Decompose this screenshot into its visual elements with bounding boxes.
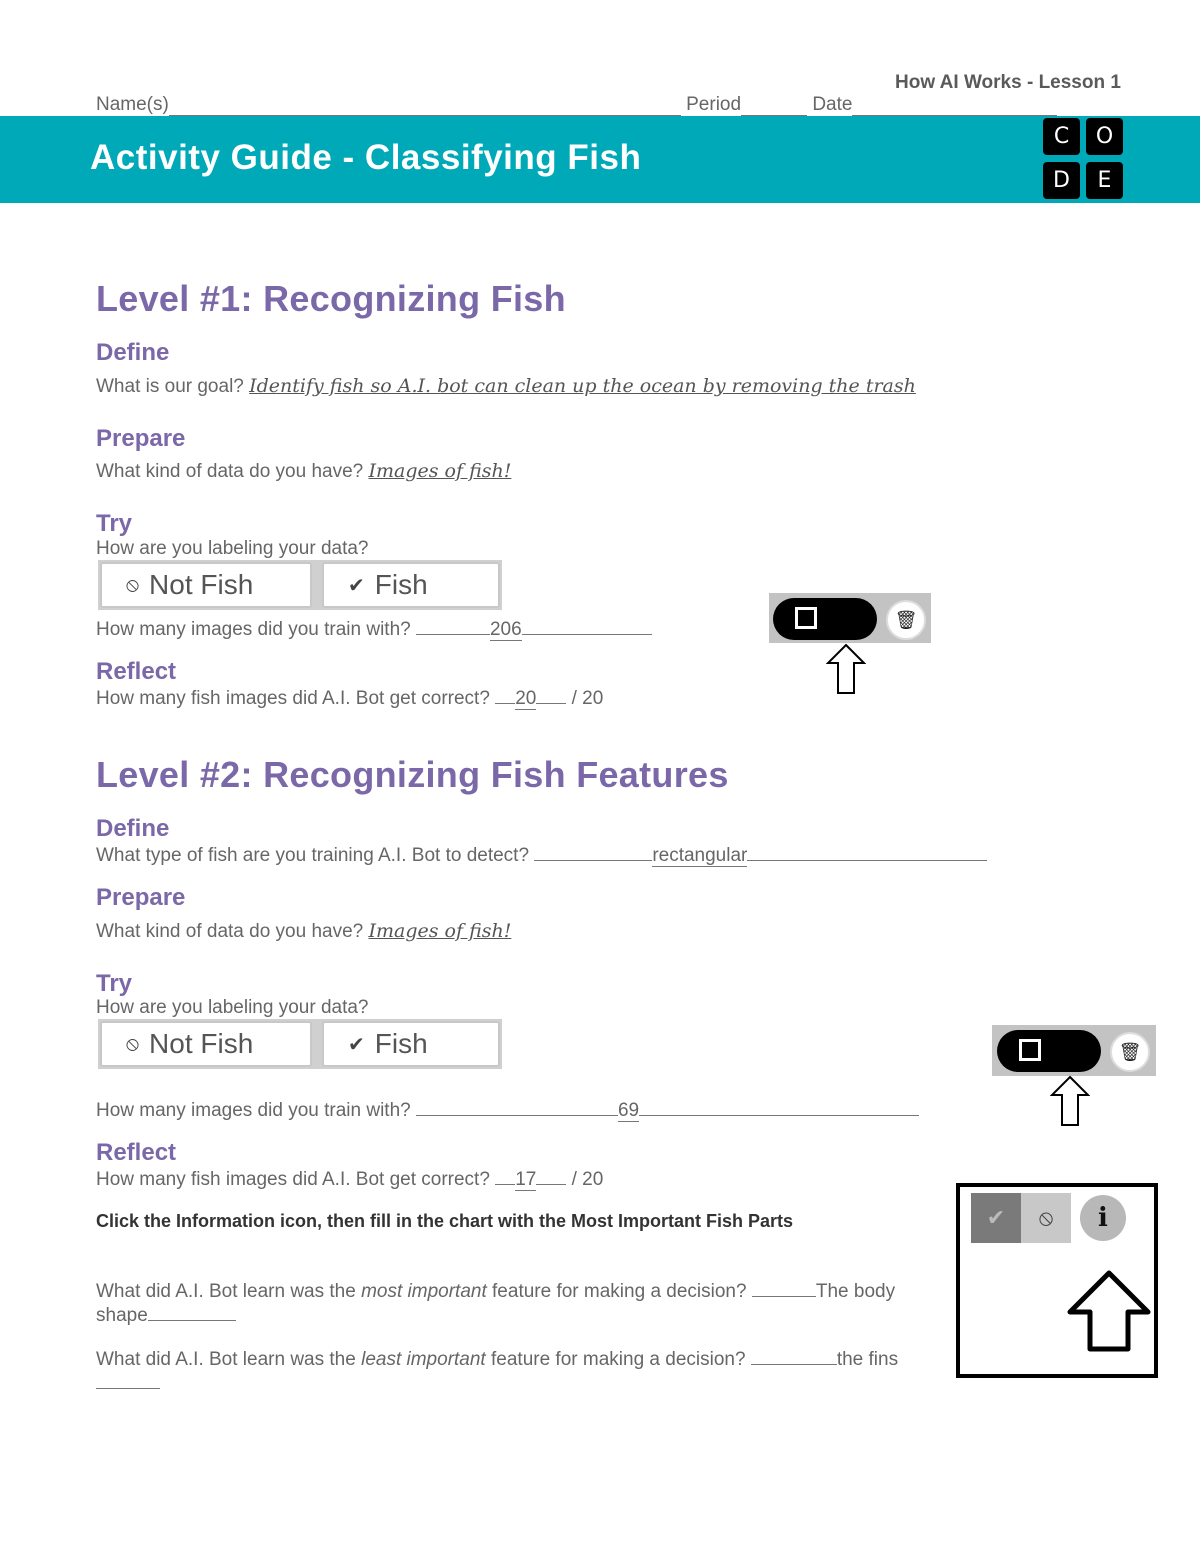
blank-line — [495, 1166, 515, 1185]
level2-type-question — [96, 842, 987, 867]
logo-letter-c: C — [1043, 118, 1080, 155]
level2-train-question — [96, 1097, 919, 1122]
blank-line — [534, 842, 652, 861]
not-fish-label: Not Fish — [149, 1028, 254, 1059]
type-answer[interactable]: rectangular — [652, 845, 748, 866]
date-field[interactable] — [852, 97, 1057, 116]
period-field[interactable] — [741, 97, 807, 116]
logo-letter-o: O — [1086, 118, 1123, 155]
level2-label-question: How are you labeling your data? — [96, 997, 369, 1018]
code-logo — [1043, 118, 1125, 200]
level1-title: Level #1: Recognizing Fish — [96, 278, 566, 319]
least-important-question — [96, 1347, 926, 1395]
level1-data-question — [96, 460, 511, 483]
train-answer[interactable]: 206 — [489, 619, 522, 640]
train-question-text: How many images did you train with? — [96, 619, 411, 640]
data-question-text: What kind of data do you have? — [96, 921, 364, 942]
blank-line — [747, 842, 987, 861]
period-label: Period — [686, 94, 742, 115]
train-question-text: How many images did you train with? — [96, 1100, 411, 1121]
ban-icon: ⦸ — [126, 1032, 140, 1055]
least-q-post: feature for making a decision? — [491, 1349, 746, 1370]
up-arrow-icon — [1050, 1075, 1090, 1127]
correct-total: / 20 — [571, 688, 604, 709]
level1-correct-question — [96, 685, 603, 710]
most-answer-1[interactable]: The body — [815, 1281, 896, 1302]
level2-not-fish-button[interactable] — [100, 1021, 312, 1067]
trash-icon[interactable]: 🗑 — [1110, 1032, 1150, 1072]
up-arrow-icon — [826, 643, 866, 695]
level1-toggle-pill[interactable] — [773, 598, 877, 640]
most-q-em: most important — [361, 1281, 487, 1302]
blank-line — [536, 1166, 566, 1185]
correct-answer[interactable]: 17 — [515, 1169, 537, 1190]
info-instruction: Click the Information icon, then fill in the chart with the Most Important Fish Parts — [96, 1211, 794, 1231]
level1-not-fish-button[interactable] — [100, 562, 312, 608]
level2-fish-button[interactable] — [322, 1021, 500, 1067]
blank-line — [495, 685, 515, 704]
ban-icon: ⦸ — [126, 573, 140, 596]
level2-try-heading: Try — [96, 970, 133, 997]
date-label: Date — [812, 94, 853, 115]
blank-line — [752, 1279, 816, 1297]
most-q-post: feature for making a decision? — [492, 1281, 747, 1302]
check-icon: ✔ — [348, 574, 365, 597]
data-answer[interactable]: Images of fish! — [368, 460, 512, 482]
most-q-pre: What did A.I. Bot learn was the — [96, 1281, 356, 1302]
level2-title: Level #2: Recognizing Fish Features — [96, 754, 729, 795]
trash-icon[interactable]: 🗑 — [886, 600, 926, 640]
correct-question-text: How many fish images did A.I. Bot get correct? — [96, 688, 490, 709]
check-icon: ✔ — [348, 1033, 365, 1056]
level1-train-question — [96, 616, 652, 641]
correct-total: / 20 — [571, 1169, 604, 1190]
blank-line — [536, 685, 566, 704]
level2-correct-question — [96, 1166, 603, 1191]
level1-define-heading: Define — [96, 339, 170, 366]
info-icon[interactable]: i — [1080, 1195, 1126, 1241]
goal-question-text: What is our goal? — [96, 376, 244, 397]
blank-line — [148, 1303, 236, 1321]
level1-label-question: How are you labeling your data? — [96, 538, 369, 559]
least-q-em: least important — [361, 1349, 486, 1370]
level1-goal-question — [96, 375, 916, 398]
fish-label: Fish — [374, 1028, 428, 1059]
blank-line — [522, 616, 652, 635]
train-answer[interactable]: 69 — [617, 1100, 640, 1121]
type-question-text: What type of fish are you training A.I. Bot to detect? — [96, 845, 530, 866]
level2-prepare-heading: Prepare — [96, 884, 186, 911]
correct-question-text: How many fish images did A.I. Bot get correct? — [96, 1169, 490, 1190]
most-answer-2[interactable]: shape — [96, 1305, 148, 1326]
blank-line — [96, 1371, 160, 1389]
name-label: Name(s) — [96, 94, 169, 115]
name-field[interactable] — [169, 97, 681, 116]
level1-prepare-heading: Prepare — [96, 425, 186, 452]
level2-reflect-heading: Reflect — [96, 1139, 177, 1166]
level1-fish-button[interactable] — [322, 562, 500, 608]
logo-letter-e: E — [1086, 162, 1123, 199]
square-icon — [795, 607, 817, 629]
least-answer-1[interactable]: the — [836, 1349, 864, 1370]
data-question-text: What kind of data do you have? — [96, 461, 364, 482]
ban-icon[interactable]: ⦸ — [1021, 1193, 1071, 1243]
level2-data-question — [96, 920, 511, 943]
logo-letter-d: D — [1043, 162, 1080, 199]
check-icon[interactable]: ✔ — [971, 1193, 1021, 1243]
data-answer[interactable]: Images of fish! — [368, 920, 512, 942]
info-illustration — [956, 1183, 1158, 1378]
square-icon — [1019, 1039, 1041, 1061]
blank-line — [639, 1097, 919, 1116]
goal-answer[interactable]: Identify fish so A.I. bot can clean up the ocean by removing the trash — [249, 375, 916, 397]
not-fish-label: Not Fish — [149, 569, 254, 600]
lesson-label: How AI Works - Lesson 1 — [895, 72, 1121, 93]
level2-toggle-pill[interactable] — [997, 1030, 1101, 1072]
level2-define-heading: Define — [96, 815, 170, 842]
level1-reflect-heading: Reflect — [96, 658, 177, 685]
level1-try-heading: Try — [96, 510, 133, 537]
most-important-question — [96, 1279, 926, 1327]
blank-line — [416, 1097, 618, 1116]
least-q-pre: What did A.I. Bot learn was the — [96, 1349, 356, 1370]
least-answer-2[interactable]: fins — [868, 1349, 899, 1370]
blank-line — [751, 1347, 837, 1365]
correct-answer[interactable]: 20 — [515, 688, 537, 709]
page-title: Activity Guide - Classifying Fish — [90, 138, 642, 177]
fish-label: Fish — [374, 569, 428, 600]
name-period-date-line — [96, 94, 1057, 116]
up-arrow-icon — [1066, 1269, 1152, 1355]
blank-line — [416, 616, 490, 635]
